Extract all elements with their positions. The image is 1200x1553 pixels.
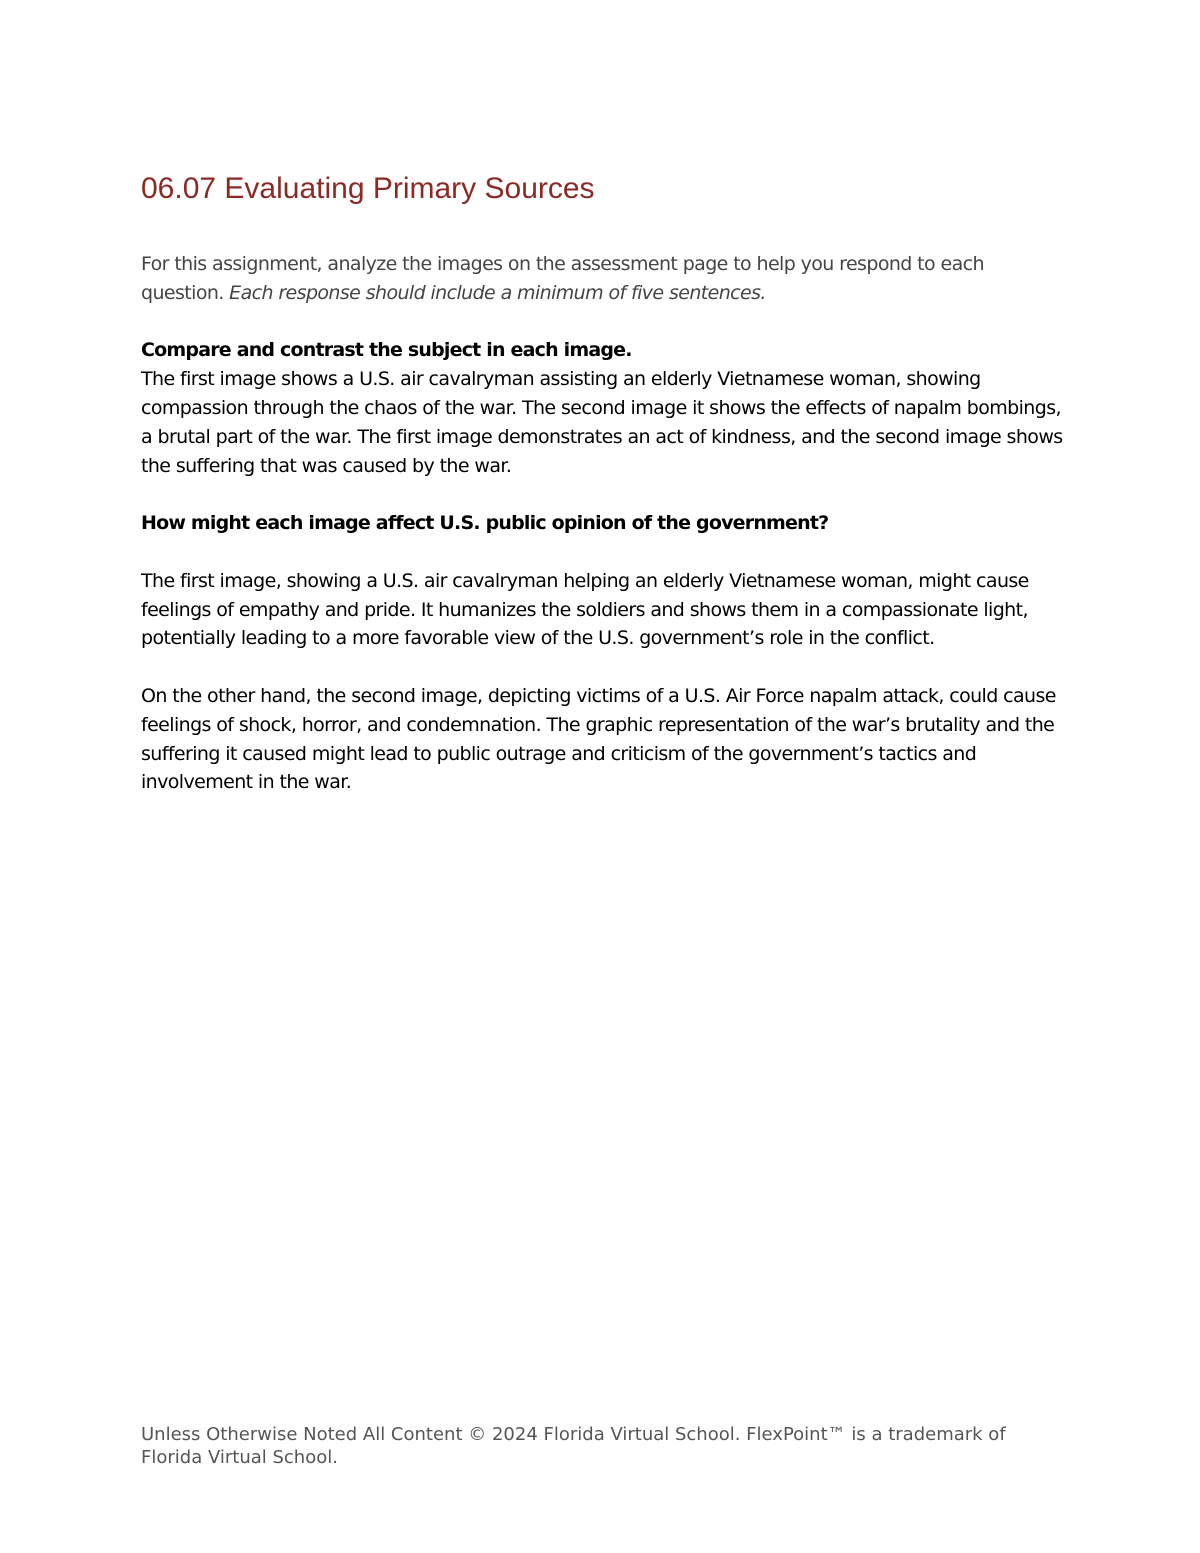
instructions-text: For this assignment, analyze the images on the assessment page to help you respond to each question. <box>141 253 984 304</box>
instructions-emphasis: Each response should include a minimum of five sentences. <box>229 281 766 304</box>
copyright-footer: Unless Otherwise Noted All Content © 2024 Florida Virtual School. FlexPoint™ is a trademark of Florida Virtual School. <box>141 1424 1006 1468</box>
answer-paragraph-1: The first image shows a U.S. air cavalryman assisting an elderly Vietnamese woman, showing compassion through the chaos of the war. The second image it shows the effects of napalm bombings, a brutal part of the war. The first image demonstrates an act of kindness, and the second image shows the suffering that was caused by the war. <box>141 368 1063 477</box>
spacer <box>141 538 1066 567</box>
spacer <box>141 308 1066 337</box>
document-body <box>141 250 1066 797</box>
question-heading-1: Compare and contrast the subject in each image. <box>141 339 632 362</box>
answer-paragraph-2: The first image, showing a U.S. air cavalryman helping an elderly Vietnamese woman, might cause feelings of empathy and pride. It humanizes the soldiers and shows them in a compassionate light, potentially leading to a more favorable view of the U.S. government’s role in the conflict. <box>141 569 1029 650</box>
spacer <box>141 480 1066 509</box>
page-title: 06.07 Evaluating Primary Sources <box>141 172 595 205</box>
question-heading-2: How might each image affect U.S. public opinion of the government? <box>141 512 829 535</box>
answer-paragraph-3: On the other hand, the second image, depicting victims of a U.S. Air Force napalm attack, could cause feelings of shock, horror, and condemnation. The graphic representation of the war’s brutality and the suffering it caused might lead to public outrage and criticism of the government’s tactics and involvement in the war. <box>141 684 1056 794</box>
assignment-instructions <box>141 250 1066 308</box>
spacer <box>141 653 1066 682</box>
